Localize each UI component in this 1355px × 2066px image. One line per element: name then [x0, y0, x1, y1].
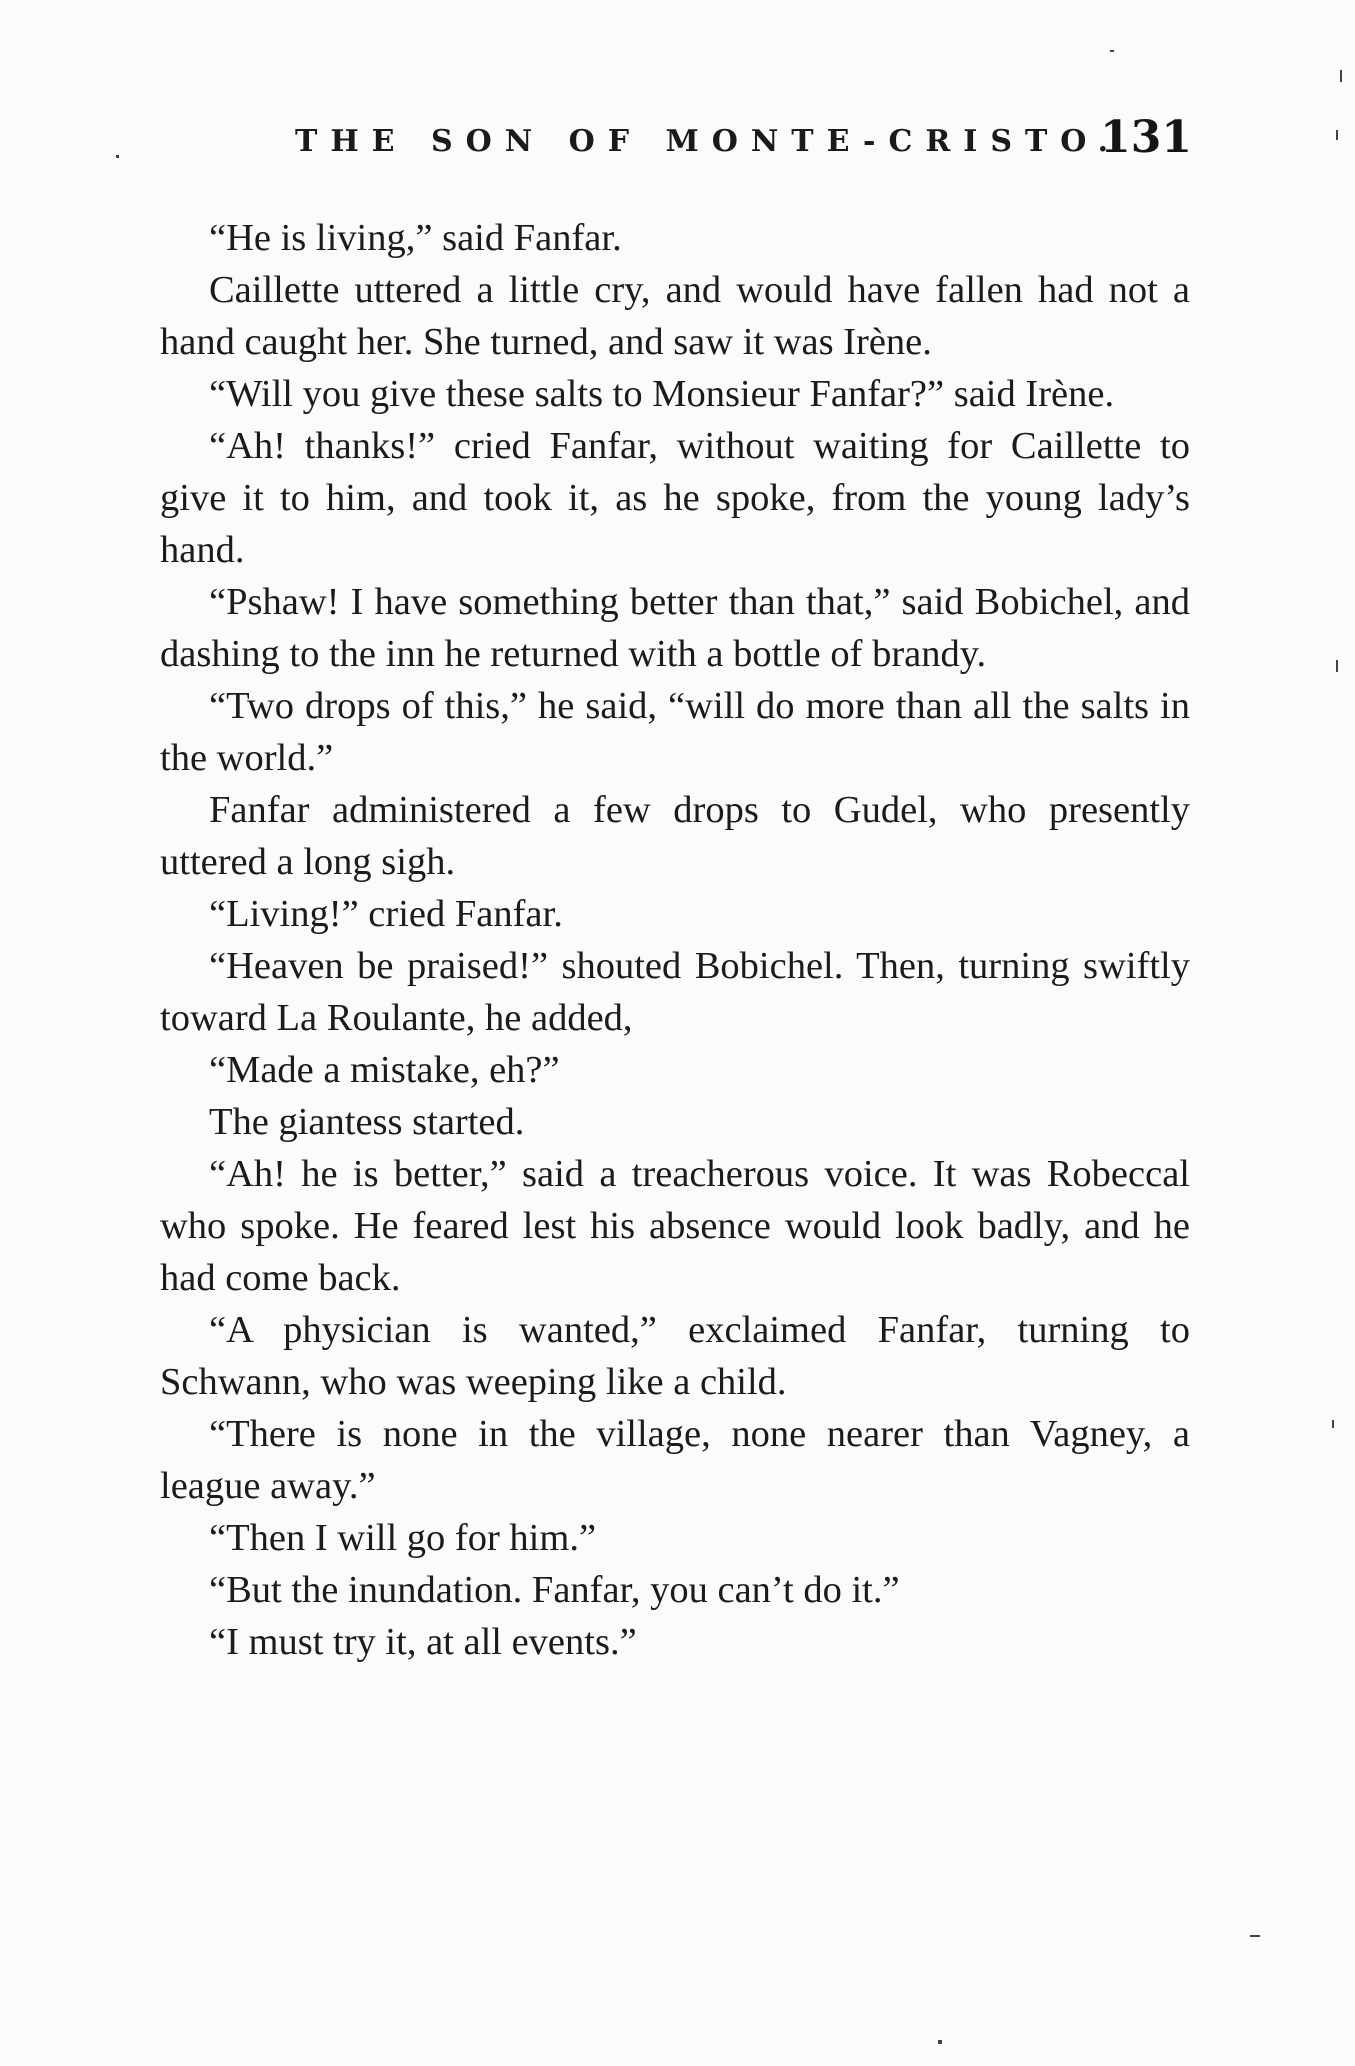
scan-speck [1250, 1935, 1260, 1937]
scan-speck [938, 2040, 942, 2044]
running-head [160, 112, 1192, 178]
paragraph: “I must try it, at all events.” [209, 1621, 637, 1663]
paragraph: “There is none in the village, none nearer than Vagney, a league away.” [160, 1413, 1190, 1507]
paragraph: “Made a mistake, eh?” [209, 1049, 560, 1091]
paragraph: “Living!” cried Fanfar. [209, 893, 563, 935]
paragraph: “Heaven be praised!” shouted Bobichel. Then, turning swiftly toward La Roulante, he added, [160, 945, 1190, 1039]
scan-speck [1110, 50, 1114, 52]
paragraph: “Two drops of this,” he said, “will do more than all the salts in the world.” [160, 685, 1190, 779]
scan-speck [116, 155, 119, 158]
paragraph: Fanfar administered a few drops to Gudel, who presently uttered a long sigh. [160, 789, 1190, 883]
paragraph: “He is living,” said Fanfar. [209, 217, 622, 259]
paragraph: “Will you give these salts to Monsieur Fanfar?” said Irène. [209, 373, 1115, 415]
paragraph: “Pshaw! I have something better than that,” said Bobichel, and dashing to the inn he returned with a bottle of brandy. [160, 581, 1190, 675]
paragraph: “Ah! he is better,” said a treacherous voice. It was Robeccal who spoke. He feared lest his absence would look badly, and he had come back. [160, 1153, 1190, 1299]
paragraph: “A physician is wanted,” exclaimed Fanfar, turning to Schwann, who was weeping like a child. [160, 1309, 1190, 1403]
scan-speck [1332, 1420, 1334, 1428]
paragraph: “Ah! thanks!” cried Fanfar, without waiting for Caillette to give it to him, and took it, as he spoke, from the young lady’s hand. [160, 425, 1190, 571]
paragraph: Caillette uttered a little cry, and would have fallen had not a hand caught her. She turned, and saw it was Irène. [160, 269, 1190, 363]
body-text [160, 212, 1190, 1668]
paragraph: The giantess started. [209, 1101, 525, 1143]
scan-speck [1336, 660, 1338, 672]
scan-speck [1336, 130, 1338, 140]
running-title: THE SON OF MONTE-CRISTO. [295, 124, 1122, 159]
scan-speck [1340, 70, 1342, 82]
paragraph: “Then I will go for him.” [209, 1517, 597, 1559]
paragraph: “But the inundation. Fanfar, you can’t do it.” [209, 1569, 900, 1611]
page-number: 131 [1100, 112, 1192, 163]
